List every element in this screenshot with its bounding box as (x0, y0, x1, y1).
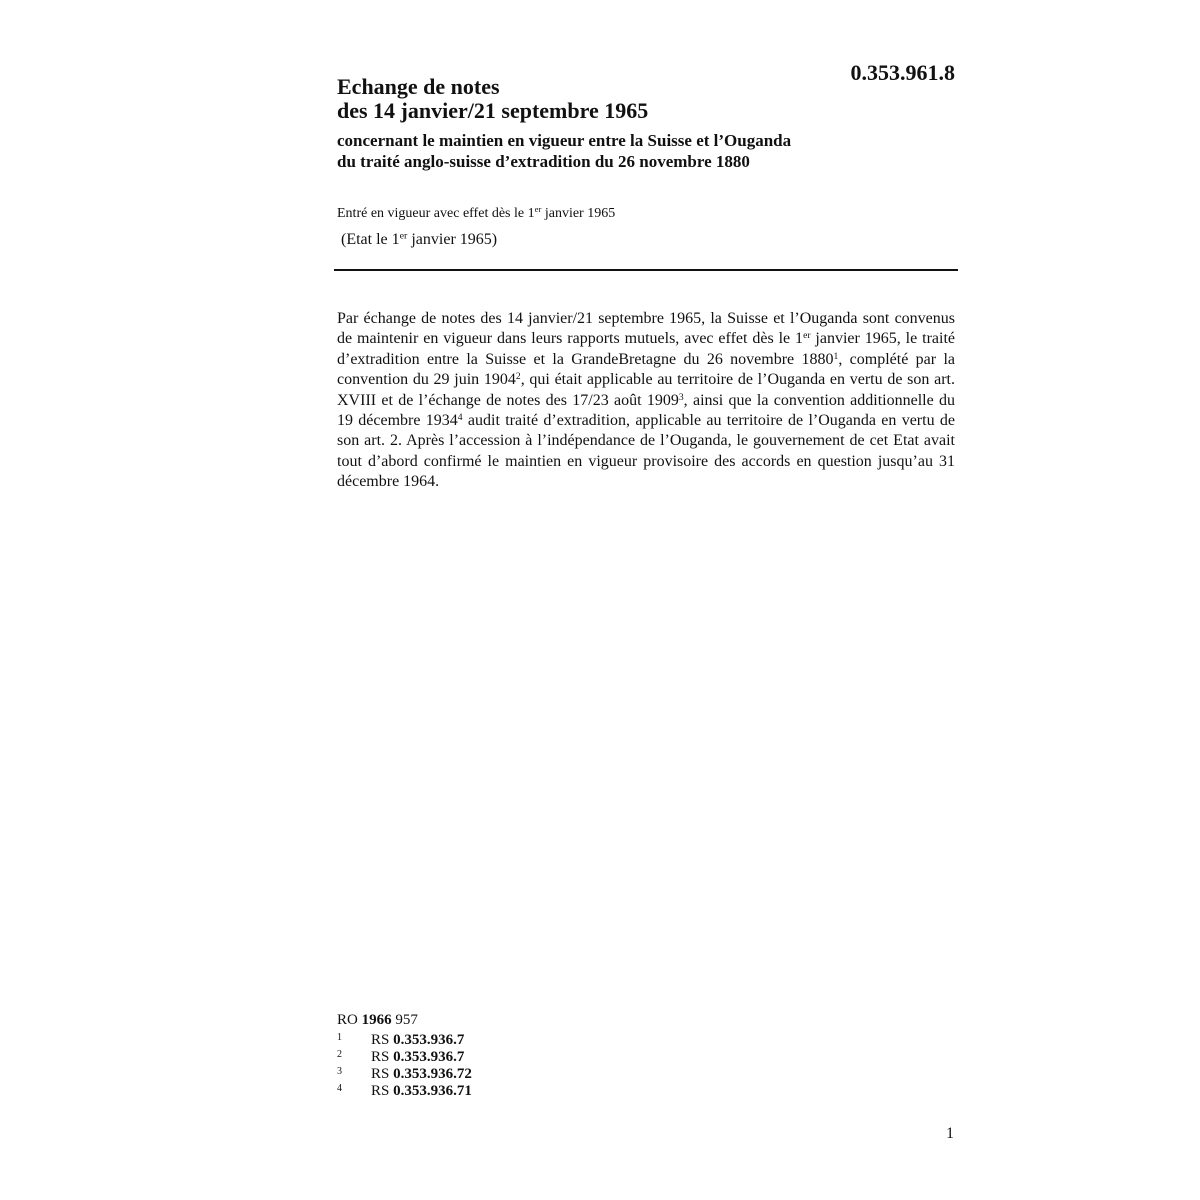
ro-reference: RO 1966 957 (337, 1012, 418, 1028)
sr-number: 0.353.961.8 (850, 60, 955, 85)
footnote-ref-1: 1 (833, 351, 839, 363)
footnote-2: 2 RS 0.353.936.7 (337, 1049, 465, 1065)
footnotes-list (337, 1032, 472, 1100)
title-line-2: des 14 janvier/21 septembre 1965 (337, 98, 649, 123)
subtitle-line-2: du traité anglo-suisse d’extradition du 26 novembre 1880 (337, 152, 750, 171)
subtitle-line-1: concernant le maintien en vigueur entre la Suisse et l’Ouganda (337, 131, 792, 150)
footnote-1: 1 RS 0.353.936.7 (337, 1032, 465, 1048)
footnote-ref-3: 3 (678, 391, 684, 403)
state-date: (Etat le 1er janvier 1965) (341, 230, 498, 248)
body-paragraph: Par échange de notes des 14 janvier/21 septembre 1965, la Suisse et l’Ouganda sont convenus de maintenir en vigueur dans leurs rapports mutuels, avec effet dès le 1er janvier 1965, le traité d’extradition entre la Suisse et la GrandeBretagne du 26 novembre 1880$^1$, complété par la convention du 29 juin 1904$^2$, qui était applicable au territoire de l’Ouganda en vertu de son art. XVIII et de l’échange de notes des 17/23 août 1909$^3$, ainsi que la convention additionnelle du 19 décembre 1934$^4$ audit traité d’extradition, applicable au territoire de l’Ouganda en vertu de son art. 2. Après l’accession à l’indépendance de l’Ouganda, le gouvernement de cet Etat avait tout d’abord confirmé le maintien en vigueur provisoire des accords en question jusqu’au 31 décembre 1964. (337, 310, 956, 491)
header-divider (334, 269, 958, 271)
footnote-3: 3 RS 0.353.936.72 (337, 1066, 472, 1082)
footnote-4: 4 RS 0.353.936.71 (337, 1083, 472, 1099)
entry-into-force: Entré en vigueur avec effet dès le 1er janvier 1965 (337, 204, 616, 221)
page-number: 1 (946, 1125, 954, 1142)
document-title (337, 75, 897, 123)
document-subtitle (337, 130, 957, 172)
footnote-ref-4: 4 (457, 412, 463, 424)
footnote-ref-2: 2 (515, 371, 521, 383)
title-line-1: Echange de notes (337, 74, 500, 99)
